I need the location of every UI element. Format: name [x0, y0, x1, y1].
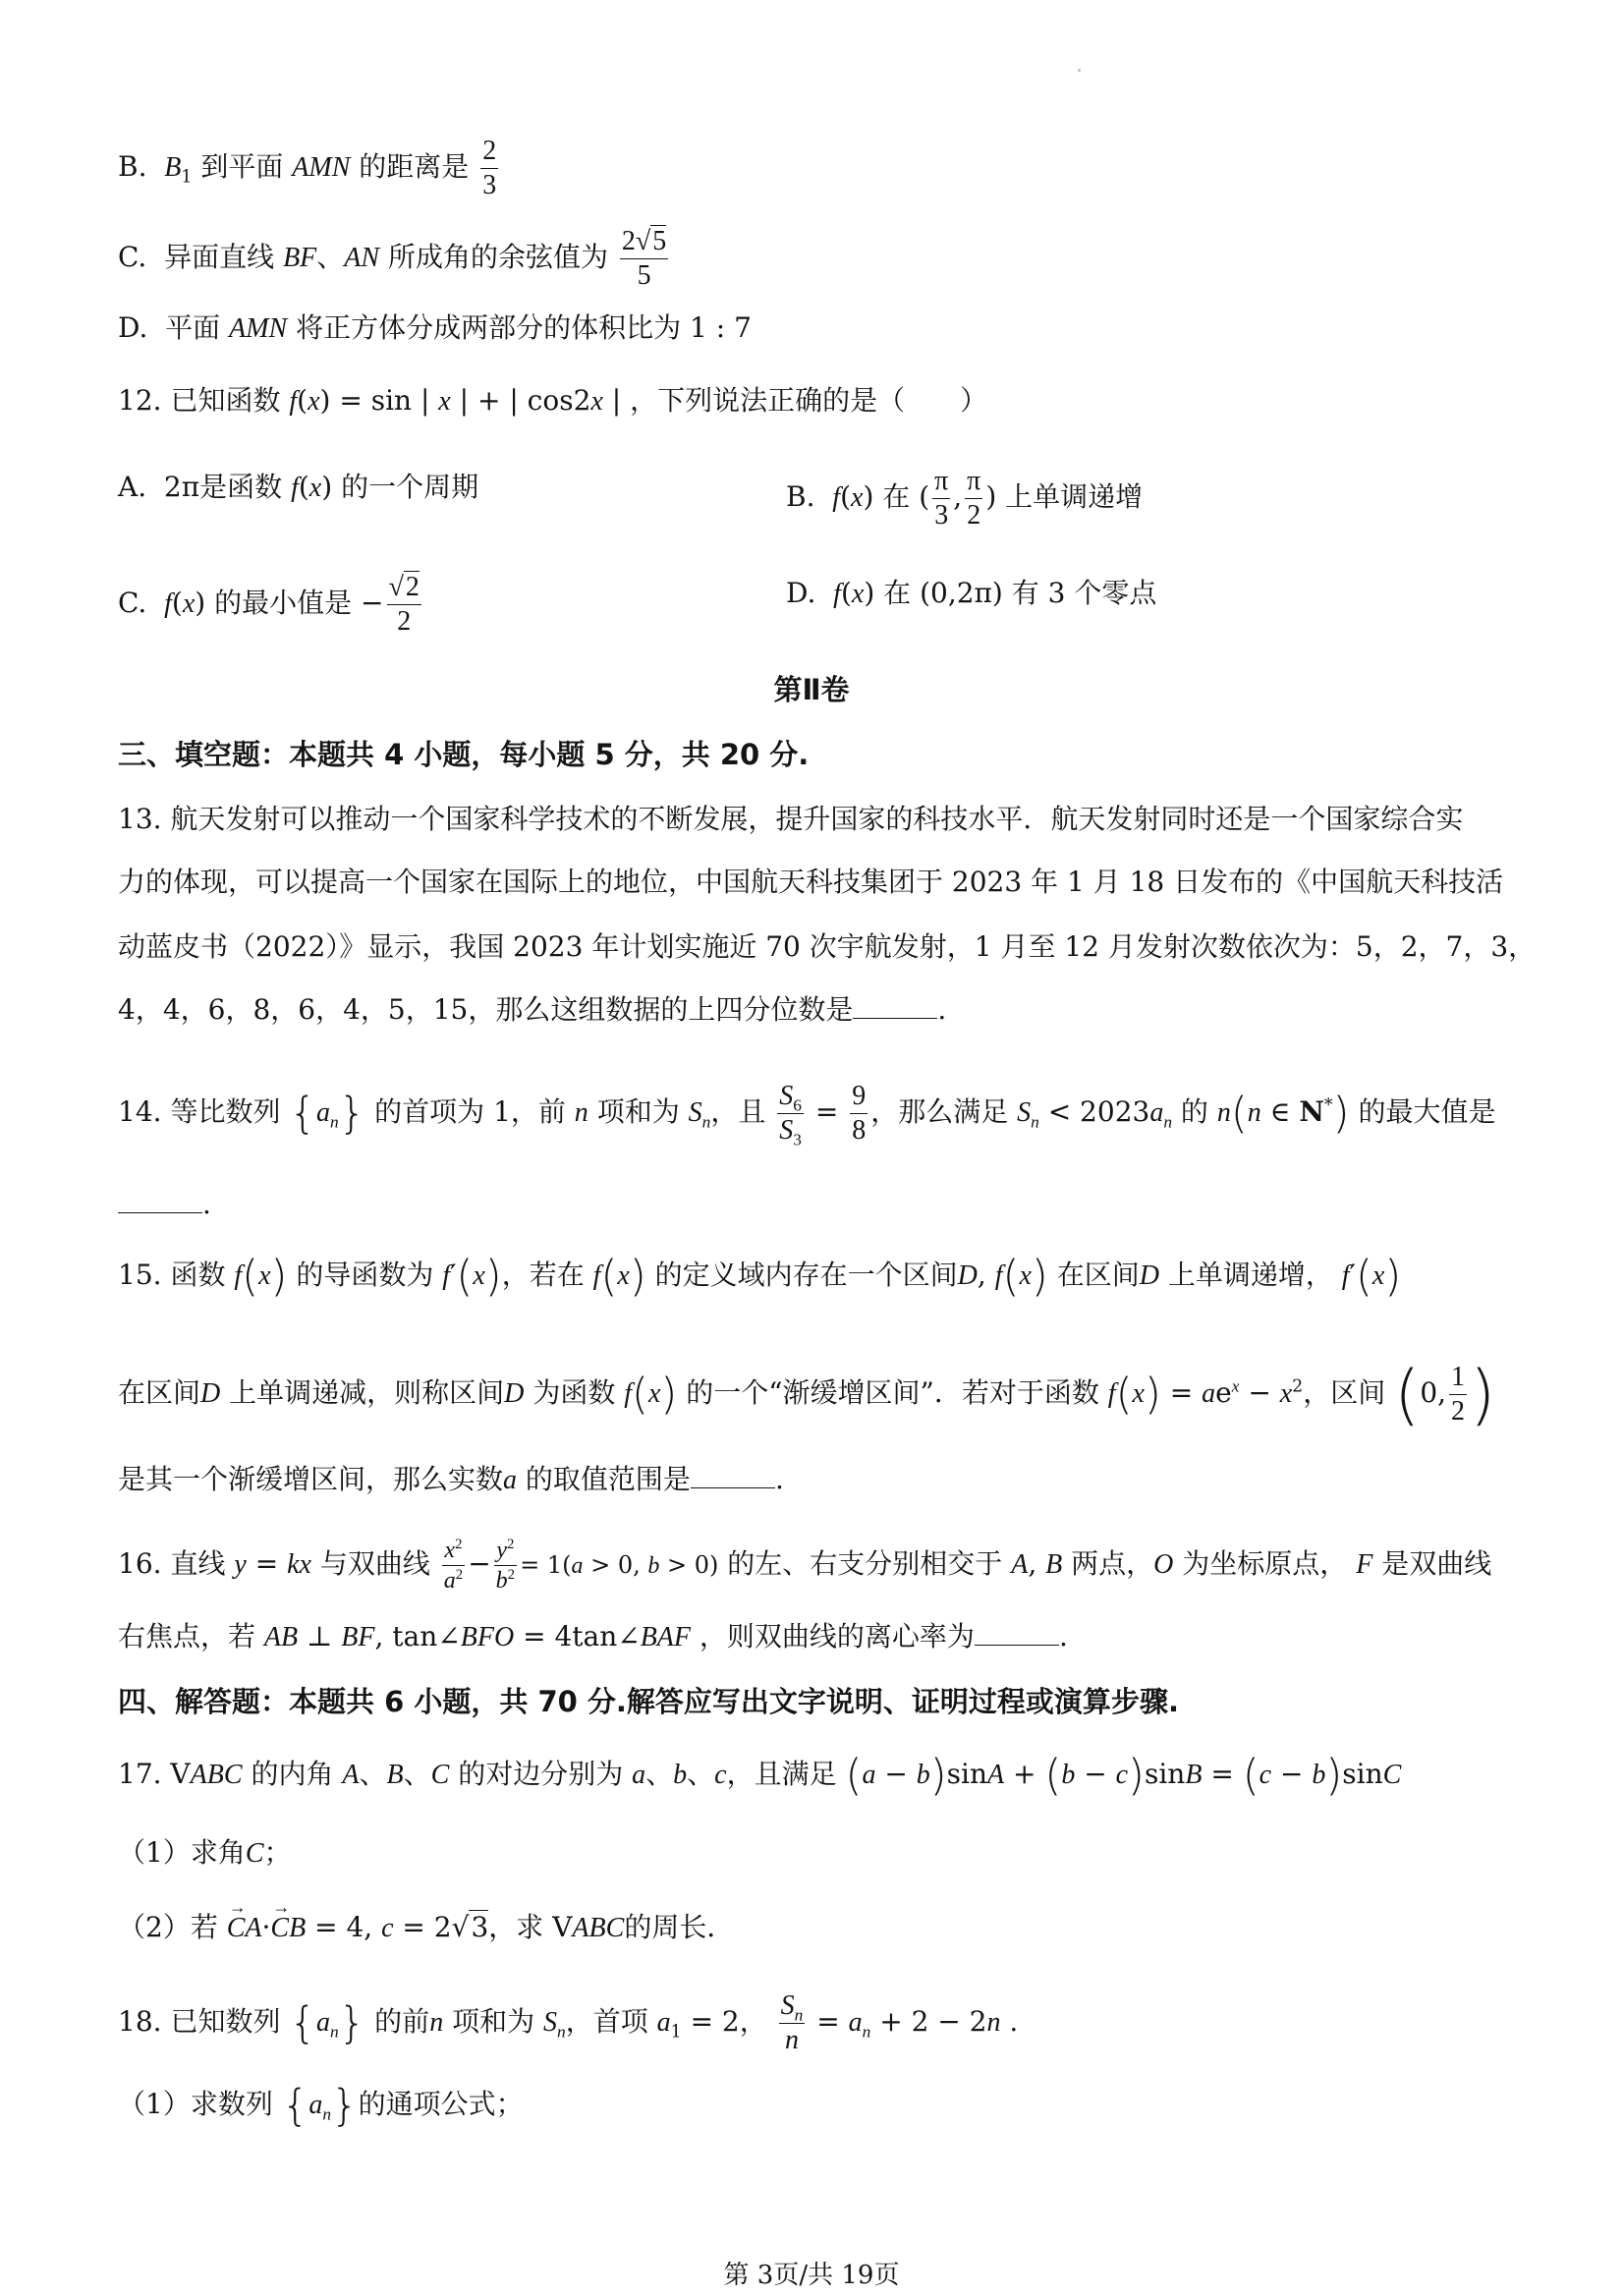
q17-part2: （2）若 → CA·→ CB = 4, c = 2√3，求 VABC的周长．: [118, 1908, 734, 1948]
page-footer: 第 3页/共 19页: [723, 2261, 900, 2290]
q18-stem: 18. 已知数列 $\{a_n\}$ 的前n 项和为 $S_n$，首项 $a_1 = 2$， $\frac{S_n}{n}$ = $a_n + 2 - 2n$ .: [118, 1990, 1019, 2055]
q16-line1: 16. 直线 y = kx 与双曲线 $\frac{x^2}{a^2}$ − $\frac{y^2}{b^2}$ = 1(a > 0, b > 0) 的左、右支分别相交于 A, B 两点，O 为坐标原点， F 是双曲线: [118, 1537, 1492, 1594]
section4-header: 四、解答题：本题共 6 小题，共 70 分.解答应写出文字说明、证明过程或演算步骤.: [118, 1685, 1179, 1718]
q18-part1: （1）求数列 $\{a_n\}$的通项公式；: [118, 2081, 524, 2131]
q13-line1: 13. 航天发射可以推动一个国家科学技术的不断发展，提升国家的科技水平．航天发射同时还是一个国家综合实: [118, 803, 1464, 835]
q12-stem: 12. 已知函数 f(x) = sin | x | + | cos2x | ，下列说法正确的是（ ）: [118, 384, 988, 417]
q13-line2: 力的体现，可以提高一个国家在国际上的地位，中国航天科技集团于 2023 年 1 月 18 日发布的《中国航天科技活: [118, 866, 1504, 898]
answer-blank[interactable]: [118, 1185, 202, 1213]
q14-line2: .: [118, 1185, 211, 1224]
q12-option-b: B. f(x) 在 ( $\frac{\pi}{3}$ , $\frac{\pi}{2}$ ) 上单调递增: [786, 466, 1144, 531]
answer-blank[interactable]: [691, 1460, 775, 1488]
part2-title: 第Ⅱ卷: [773, 673, 850, 706]
q11-option-c: C. 异面直线 BF、AN 所成角的余弦值为 $\frac{2√5}{5}$: [118, 226, 667, 291]
q17-part1: （1）求角C；: [118, 1836, 292, 1869]
q15-line2: 在区间D 上单调递减，则称区间D 为函数 f(x) 的一个“渐缓增区间”．若对于函数 $f(x) = ae^x - x^2$，区间 (0, $\frac{1}{2}$ ): [118, 1356, 1496, 1433]
scan-speck: [1078, 69, 1081, 72]
q17-stem: 17. VABC 的内角 A、B、C 的对边分别为 a、b、c，且满足 (a − b)sinA + (b − c)sinB = (c − b)sinC: [118, 1751, 1402, 1801]
q12-option-c: C. f(x) 的最小值是 − $\frac{√2}{2}$: [118, 572, 420, 637]
q11-option-d: D. 平面 AMN 将正方体分成两部分的体积比为 1 : 7: [118, 311, 752, 344]
q13-line4: 4，4，6，8，6，4，5，15，那么这组数据的上四分位数是 .: [118, 990, 946, 1030]
q12-option-a: A. 2π是函数 f(x) 的一个周期: [118, 471, 479, 503]
q13-line3: 动蓝皮书（2022）》显示，我国 2023 年计划实施近 70 次宇航发射，1 月至 12 月发射次数依次为：5，2，7，3，: [118, 930, 1537, 963]
answer-blank[interactable]: [975, 1617, 1059, 1646]
q15-line3: 是其一个渐缓增区间，那么实数a 的取值范围是 .: [118, 1460, 784, 1500]
answer-blank[interactable]: [853, 990, 937, 1019]
q15-line1: 15. 函数 f(x) 的导函数为 f′(x)，若在 f(x) 的定义域内存在一个区间D, f(x) 在区间D 上单调递增， f′(x): [118, 1252, 1402, 1302]
q16-line2: 右焦点，若 AB ⊥ BF, tan∠BFO = 4tan∠BAF ，则双曲线的离心率为 .: [118, 1617, 1068, 1657]
q11-option-b: B. $B_1$ 到平面 AMN 的距离是 $\frac{2}{3}$: [118, 136, 497, 200]
q12-option-d: D. f(x) 在 (0,2π) 有 3 个零点: [786, 577, 1157, 609]
q14-line1: 14. 等比数列 $\{a_n\}$ 的首项为 1，前 n 项和为 $S_n$，且 $\frac{S_6}{S_3}$ = $\frac{9}{8}$ ，那么满足 $S_n < 2023a_n$ 的 n(n ∈ N*) 的最大值是: [118, 1081, 1496, 1149]
section3-header: 三、填空题：本题共 4 小题，每小题 5 分，共 20 分.: [118, 738, 810, 771]
